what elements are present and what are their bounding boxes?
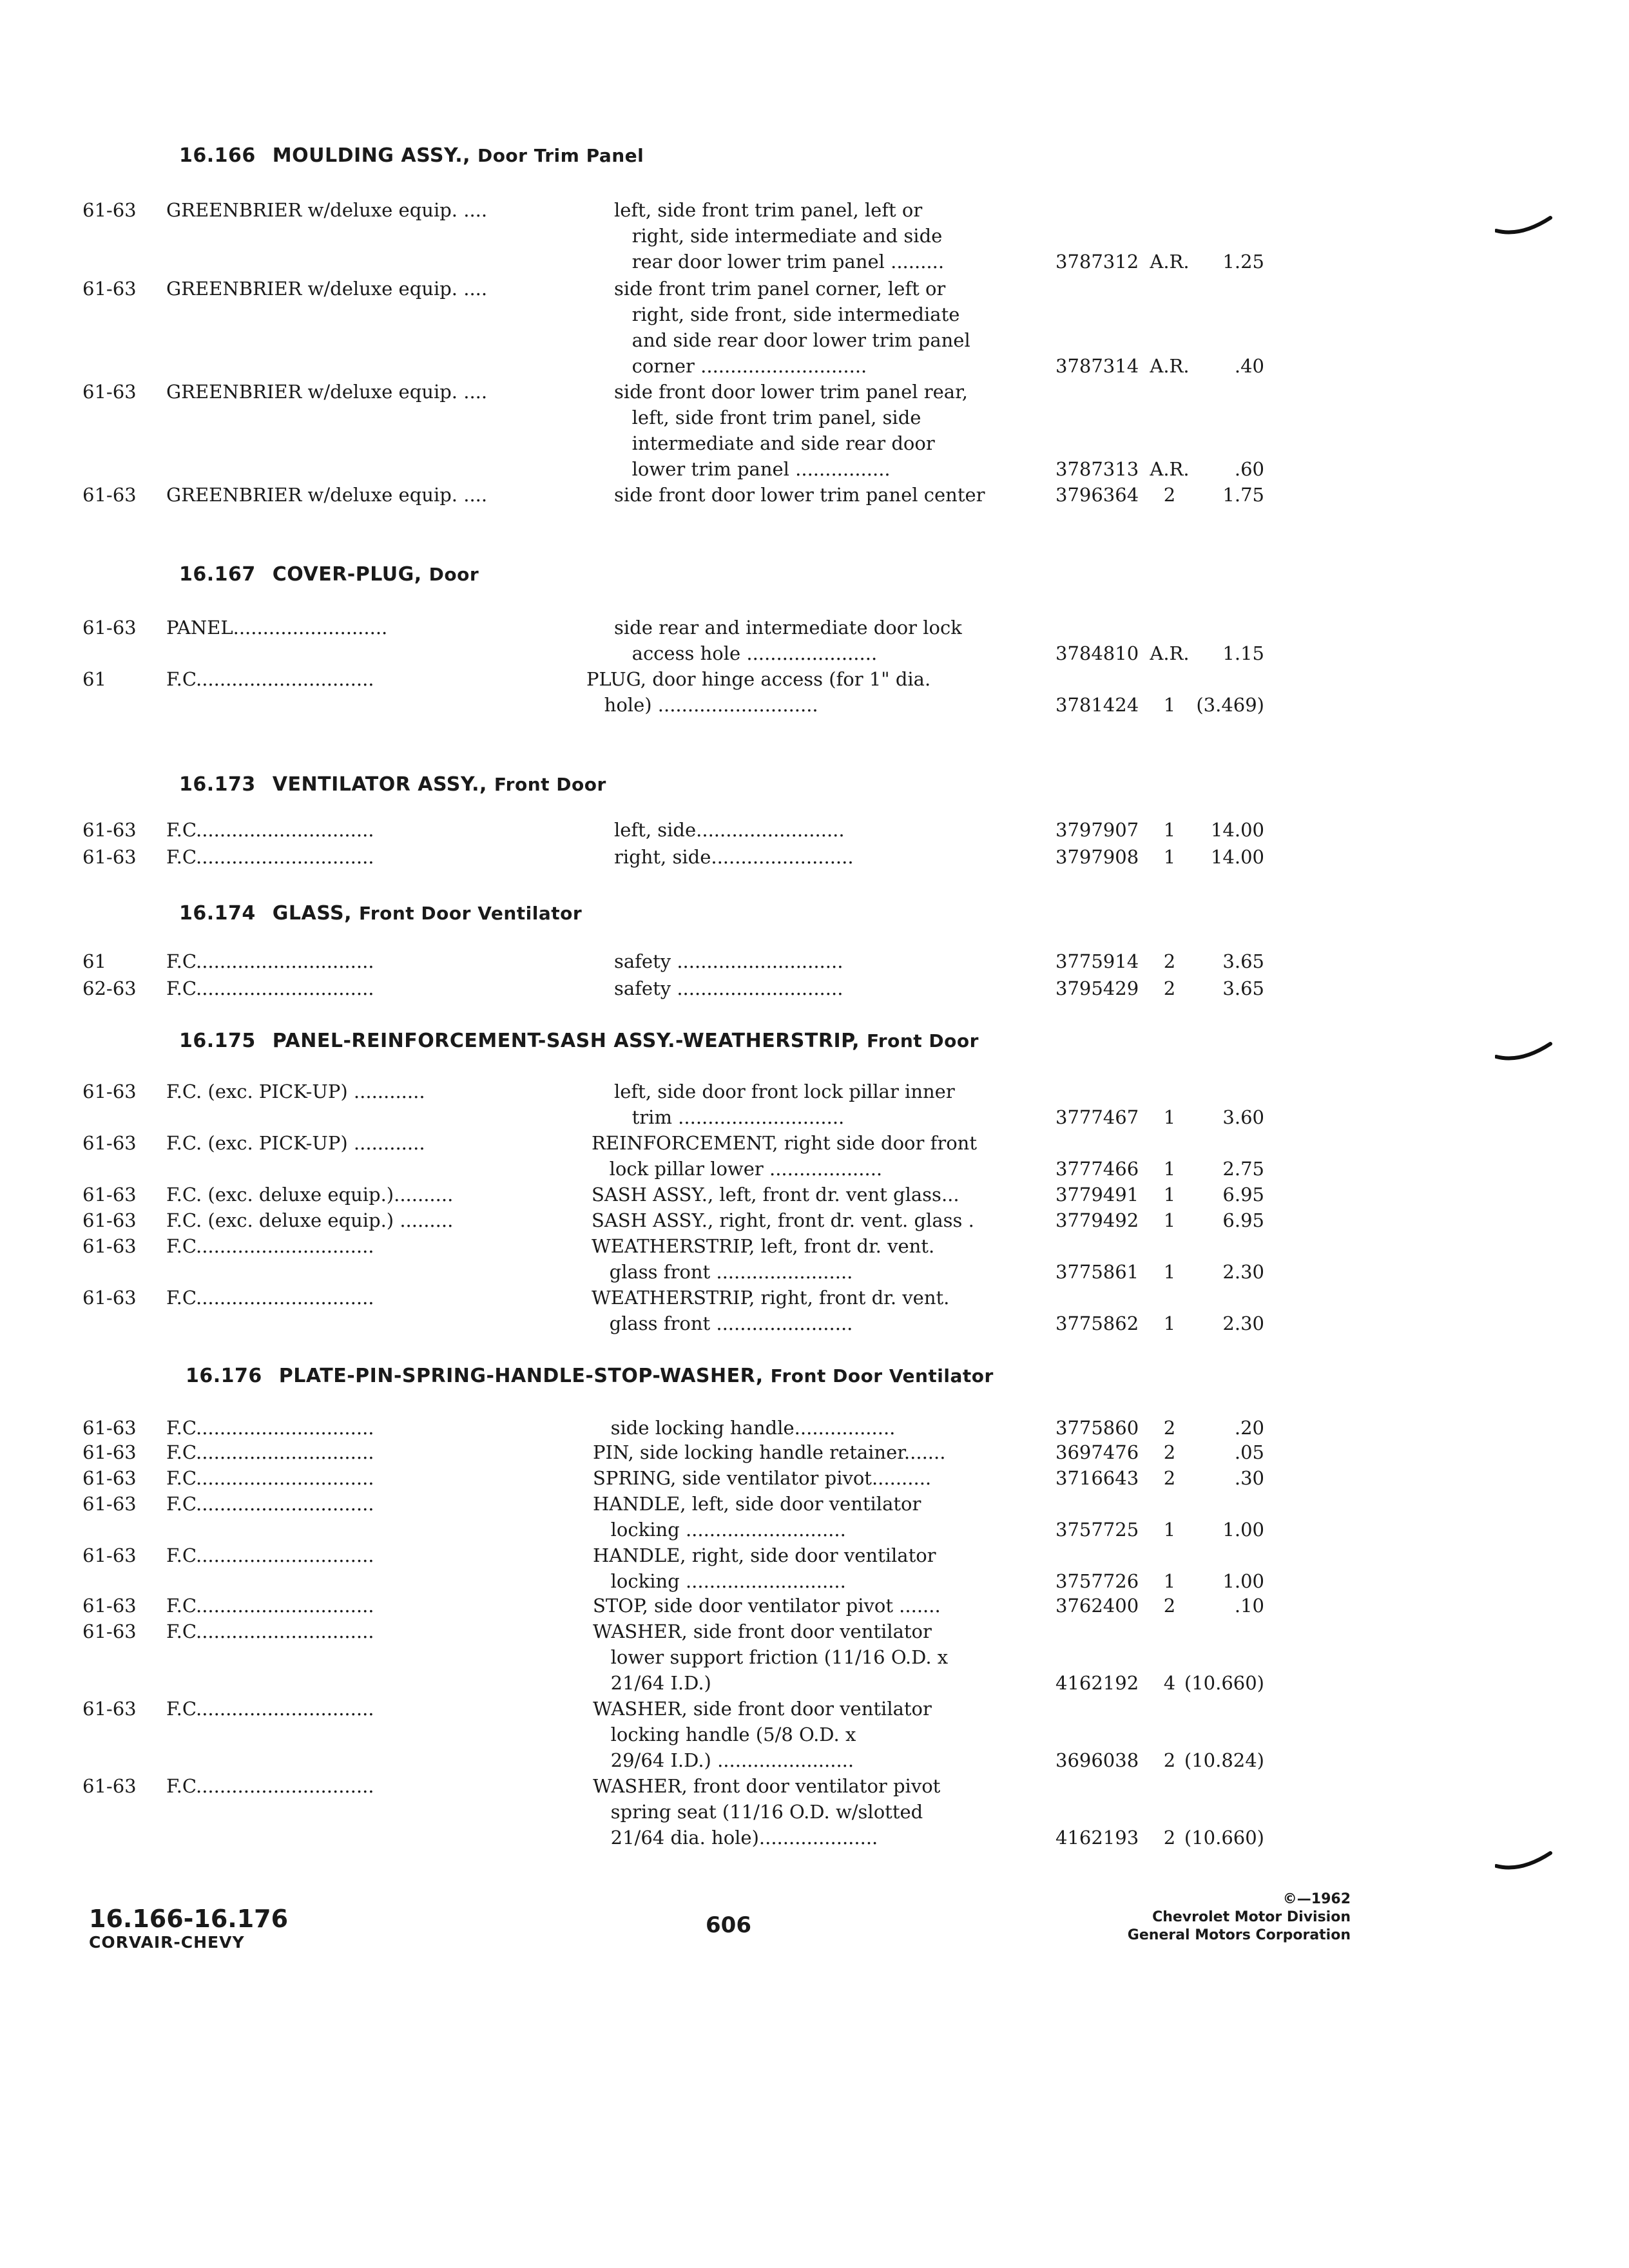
entry-years: 61-63 xyxy=(82,1441,137,1463)
part-number: 3795429 xyxy=(1055,977,1139,999)
entry-years: 61-63 xyxy=(82,1287,137,1309)
description-line: glass front ....................... xyxy=(592,1261,853,1283)
part-number: 3777467 xyxy=(1055,1106,1139,1128)
description-line: HANDLE, right, side door ventilator xyxy=(593,1544,936,1566)
section-title-main: PANEL-REINFORCEMENT-SASH ASSY.-WEATHERSTRIP, xyxy=(272,1030,860,1052)
entry-description xyxy=(614,948,1052,974)
section-title xyxy=(186,1365,994,1387)
entry-years: 61-63 xyxy=(82,1775,137,1797)
part-number: 3784810 xyxy=(1055,642,1139,664)
quantity: 4 xyxy=(1163,1672,1176,1694)
price: (3.469) xyxy=(1196,694,1264,716)
description-line: 29/64 I.D.) ....................... xyxy=(593,1749,854,1771)
entry-description xyxy=(614,615,1052,666)
part-number: 3757725 xyxy=(1055,1519,1139,1541)
quantity: 1 xyxy=(1163,1106,1176,1128)
entry-model: F.C.............................. xyxy=(166,846,374,868)
price: 3.65 xyxy=(1222,950,1264,972)
publisher-line-1: Chevrolet Motor Division xyxy=(1152,1909,1351,1925)
entry-years: 61-63 xyxy=(82,1698,137,1720)
entry-years: 61-63 xyxy=(82,819,137,841)
entry-model: GREENBRIER w/deluxe equip. .... xyxy=(166,484,488,506)
section-title-sub: Door Trim Panel xyxy=(477,145,644,166)
entry-years: 61-63 xyxy=(82,1132,137,1154)
price: 2.75 xyxy=(1222,1158,1264,1180)
part-number: 3787314 xyxy=(1055,355,1139,377)
part-number: 3696038 xyxy=(1055,1749,1139,1771)
description-line: lock pillar lower ................... xyxy=(592,1158,883,1180)
part-number: 3781424 xyxy=(1055,694,1139,716)
entry-model: GREENBRIER w/deluxe equip. .... xyxy=(166,381,488,403)
part-number: 3777466 xyxy=(1055,1158,1139,1180)
entry-years: 61-63 xyxy=(82,1081,137,1102)
quantity: A.R. xyxy=(1150,251,1190,273)
entry-model: F.C.............................. xyxy=(166,1467,374,1489)
quantity: 1 xyxy=(1163,846,1176,868)
price: 3.60 xyxy=(1222,1106,1264,1128)
description-line: 21/64 dia. hole).................... xyxy=(593,1827,878,1849)
section-title xyxy=(179,773,606,796)
entry-years: 61-63 xyxy=(82,278,137,300)
publisher-line-2: General Motors Corporation xyxy=(1127,1927,1351,1943)
price: (10.660) xyxy=(1184,1672,1264,1694)
section-title-main: MOULDING ASSY., xyxy=(272,144,470,167)
price: .05 xyxy=(1234,1441,1264,1463)
footer-right xyxy=(1128,1890,1351,1945)
section-title-sub: Front Door xyxy=(494,774,606,795)
entry-model: GREENBRIER w/deluxe equip. .... xyxy=(166,278,488,300)
part-number: 3775914 xyxy=(1055,950,1139,972)
quantity: 2 xyxy=(1163,1749,1176,1771)
entry-description xyxy=(614,276,1052,379)
section-title-sub: Front Door Ventilator xyxy=(358,903,583,924)
entry-description xyxy=(592,1207,1030,1233)
description-line: right, side intermediate and side xyxy=(614,225,943,247)
description-line: right, side........................ xyxy=(614,846,854,868)
part-number: 3716643 xyxy=(1055,1467,1139,1489)
entry-description xyxy=(614,379,1052,482)
entry-model: F.C.............................. xyxy=(166,819,374,841)
binder-mark xyxy=(1495,213,1553,238)
entry-model: PANEL.......................... xyxy=(166,617,388,639)
entry-model: F.C.............................. xyxy=(166,1287,374,1309)
entry-years: 61-63 xyxy=(82,1184,137,1206)
description-line: safety ............................ xyxy=(614,950,843,972)
entry-description xyxy=(593,1465,1031,1491)
price: 1.00 xyxy=(1222,1519,1264,1541)
part-number: 3775862 xyxy=(1055,1312,1139,1334)
description-line: side front trim panel corner, left or xyxy=(614,278,946,300)
quantity: 1 xyxy=(1163,1184,1176,1206)
quantity: 1 xyxy=(1163,1519,1176,1541)
section-title xyxy=(179,144,644,167)
entry-model: F.C.............................. xyxy=(166,1698,374,1720)
entry-description xyxy=(614,197,1052,274)
entry-years: 61-63 xyxy=(82,381,137,403)
entry-years: 61-63 xyxy=(82,1595,137,1617)
binder-mark xyxy=(1495,1848,1553,1874)
copyright: ©—1962 xyxy=(1282,1891,1351,1907)
description-line: SPRING, side ventilator pivot.......... xyxy=(593,1467,932,1489)
description-line: lower trim panel ................ xyxy=(614,458,891,480)
entry-years: 61-63 xyxy=(82,1493,137,1515)
entry-model: F.C.............................. xyxy=(166,950,374,972)
entry-model: F.C.............................. xyxy=(166,1441,374,1463)
section-title-main: PLATE-PIN-SPRING-HANDLE-STOP-WASHER, xyxy=(278,1365,764,1387)
entry-model: F.C.............................. xyxy=(166,1620,374,1642)
quantity: A.R. xyxy=(1150,458,1190,480)
entry-model: F.C.............................. xyxy=(166,1417,374,1439)
description-line: WASHER, side front door ventilator xyxy=(593,1698,932,1720)
description-line: left, side door front lock pillar inner xyxy=(614,1081,955,1102)
entry-years: 62-63 xyxy=(82,977,137,999)
footer-left xyxy=(89,1905,288,1952)
part-number: 3762400 xyxy=(1055,1595,1139,1617)
entry-years: 61-63 xyxy=(82,1235,137,1257)
description-line: locking ........................... xyxy=(593,1519,846,1541)
quantity: 2 xyxy=(1163,1467,1176,1489)
part-number: 3775861 xyxy=(1055,1261,1139,1283)
part-number: 3787313 xyxy=(1055,458,1139,480)
description-line: access hole ...................... xyxy=(614,642,878,664)
description-line: intermediate and side rear door xyxy=(614,432,935,454)
quantity: 2 xyxy=(1163,1417,1176,1439)
entry-description xyxy=(614,844,1052,870)
quantity: 2 xyxy=(1163,977,1176,999)
price: 3.65 xyxy=(1222,977,1264,999)
section-title-main: VENTILATOR ASSY., xyxy=(272,773,487,796)
entry-description xyxy=(614,482,1052,508)
price: 14.00 xyxy=(1210,819,1264,841)
description-line: WASHER, side front door ventilator xyxy=(593,1620,932,1642)
description-line: side locking handle................. xyxy=(593,1417,896,1439)
description-line: and side rear door lower trim panel xyxy=(614,329,970,351)
section-number: 16.167 xyxy=(179,563,256,586)
entry-years: 61-63 xyxy=(82,617,137,639)
entry-years: 61-63 xyxy=(82,199,137,221)
price: (10.660) xyxy=(1184,1827,1264,1849)
entry-description xyxy=(592,1182,1030,1207)
entry-years: 61-63 xyxy=(82,846,137,868)
entry-description xyxy=(593,1415,1031,1441)
entry-model: F.C.............................. xyxy=(166,1595,374,1617)
section-title-sub: Front Door xyxy=(866,1030,979,1052)
entry-model: F.C. (exc. PICK-UP) ............ xyxy=(166,1081,425,1102)
quantity: 1 xyxy=(1163,1570,1176,1592)
entry-description xyxy=(593,1491,1031,1542)
binder-mark xyxy=(1495,1039,1553,1064)
price: 14.00 xyxy=(1210,846,1264,868)
description-line: spring seat (11/16 O.D. w/slotted xyxy=(593,1801,923,1823)
quantity: 2 xyxy=(1163,1441,1176,1463)
section-title-main: COVER-PLUG, xyxy=(272,563,422,586)
section-number: 16.176 xyxy=(186,1365,262,1387)
quantity: 2 xyxy=(1163,484,1176,506)
description-line: WASHER, front door ventilator pivot xyxy=(593,1775,941,1797)
price: .10 xyxy=(1234,1595,1264,1617)
description-line: right, side front, side intermediate xyxy=(614,303,960,325)
entry-description xyxy=(593,1439,1031,1465)
price: 2.30 xyxy=(1222,1261,1264,1283)
entry-description xyxy=(614,817,1052,843)
price: 6.95 xyxy=(1222,1184,1264,1206)
price: 1.15 xyxy=(1222,642,1264,664)
footer-vehicle: CORVAIR-CHEVY xyxy=(89,1933,245,1952)
description-line: SASH ASSY., left, front dr. vent glass... xyxy=(592,1184,959,1206)
description-line: glass front ....................... xyxy=(592,1312,853,1334)
description-line: WEATHERSTRIP, right, front dr. vent. xyxy=(592,1287,950,1309)
part-number: 3697476 xyxy=(1055,1441,1139,1463)
section-number: 16.174 xyxy=(179,902,256,925)
description-line: locking ........................... xyxy=(593,1570,846,1592)
entry-description xyxy=(614,975,1052,1001)
entry-description xyxy=(614,1079,1052,1130)
quantity: 2 xyxy=(1163,1827,1176,1849)
entry-description xyxy=(593,1542,1031,1594)
description-line: left, side......................... xyxy=(614,819,845,841)
section-title-main: GLASS, xyxy=(272,902,352,925)
description-line: PIN, side locking handle retainer....... xyxy=(593,1441,946,1463)
page-number: 606 xyxy=(706,1912,751,1938)
section-title xyxy=(179,563,479,586)
price: 2.30 xyxy=(1222,1312,1264,1334)
description-line: left, side front trim panel, side xyxy=(614,407,921,428)
description-line: side front door lower trim panel center xyxy=(614,484,985,506)
quantity: 2 xyxy=(1163,1595,1176,1617)
quantity: 1 xyxy=(1163,694,1176,716)
part-number: 3775860 xyxy=(1055,1417,1139,1439)
description-line: HANDLE, left, side door ventilator xyxy=(593,1493,921,1515)
section-number: 16.175 xyxy=(179,1030,256,1052)
entry-years: 61-63 xyxy=(82,1467,137,1489)
part-number: 3796364 xyxy=(1055,484,1139,506)
entry-years: 61-63 xyxy=(82,1544,137,1566)
part-number: 3797907 xyxy=(1055,819,1139,841)
entry-description xyxy=(586,666,1025,718)
description-line: corner ............................ xyxy=(614,355,867,377)
description-line: trim ............................ xyxy=(614,1106,845,1128)
entry-model: F.C.............................. xyxy=(166,1235,374,1257)
quantity: 1 xyxy=(1163,1158,1176,1180)
entry-years: 61-63 xyxy=(82,1209,137,1231)
description-line: hole) ........................... xyxy=(586,694,818,716)
price: .30 xyxy=(1234,1467,1264,1489)
entry-description xyxy=(593,1619,1031,1696)
price: 1.00 xyxy=(1222,1570,1264,1592)
quantity: 1 xyxy=(1163,819,1176,841)
description-line: SASH ASSY., right, front dr. vent. glass . xyxy=(592,1209,974,1231)
price: .60 xyxy=(1234,458,1264,480)
description-line: REINFORCEMENT, right side door front xyxy=(592,1132,977,1154)
section-title xyxy=(179,902,582,925)
description-line: left, side front trim panel, left or xyxy=(614,199,923,221)
section-number: 16.173 xyxy=(179,773,256,796)
description-line: side front door lower trim panel rear, xyxy=(614,381,968,403)
entry-description xyxy=(593,1696,1031,1773)
description-line: lower support friction (11/16 O.D. x xyxy=(593,1646,949,1668)
entry-description xyxy=(593,1773,1031,1850)
price: 6.95 xyxy=(1222,1209,1264,1231)
description-line: PLUG, door hinge access (for 1" dia. xyxy=(586,668,931,690)
entry-description xyxy=(592,1285,1030,1336)
part-number: 4162192 xyxy=(1055,1672,1139,1694)
description-line: safety ............................ xyxy=(614,977,843,999)
entry-model: F.C. (exc. PICK-UP) ............ xyxy=(166,1132,425,1154)
price: (10.824) xyxy=(1184,1749,1264,1771)
part-number: 4162193 xyxy=(1055,1827,1139,1849)
price: 1.75 xyxy=(1222,484,1264,506)
part-number: 3779491 xyxy=(1055,1184,1139,1206)
price: .20 xyxy=(1234,1417,1264,1439)
entry-model: F.C. (exc. deluxe equip.) ......... xyxy=(166,1209,454,1231)
part-number: 3797908 xyxy=(1055,846,1139,868)
footer-section-range: 16.166-16.176 xyxy=(89,1905,289,1933)
description-line: side rear and intermediate door lock xyxy=(614,617,962,639)
part-number: 3779492 xyxy=(1055,1209,1139,1231)
entry-years: 61 xyxy=(82,950,106,972)
part-number: 3757726 xyxy=(1055,1570,1139,1592)
entry-model: F.C.............................. xyxy=(166,668,374,690)
description-line: STOP, side door ventilator pivot ....... xyxy=(593,1595,941,1617)
entry-description xyxy=(593,1593,1031,1619)
entry-years: 61-63 xyxy=(82,484,137,506)
description-line: 21/64 I.D.) xyxy=(593,1672,711,1694)
part-number: 3787312 xyxy=(1055,251,1139,273)
entry-description xyxy=(592,1130,1030,1182)
section-number: 16.166 xyxy=(179,144,256,167)
section-title-sub: Front Door Ventilator xyxy=(770,1365,994,1387)
description-line: rear door lower trim panel ......... xyxy=(614,251,945,273)
quantity: 1 xyxy=(1163,1209,1176,1231)
entry-model: F.C.............................. xyxy=(166,1775,374,1797)
quantity: A.R. xyxy=(1150,642,1190,664)
entry-years: 61-63 xyxy=(82,1620,137,1642)
entry-years: 61-63 xyxy=(82,1417,137,1439)
entry-years: 61 xyxy=(82,668,106,690)
section-title-sub: Door xyxy=(429,564,479,585)
description-line: locking handle (5/8 O.D. x xyxy=(593,1724,856,1745)
entry-description xyxy=(592,1233,1030,1285)
price: .40 xyxy=(1234,355,1264,377)
entry-model: F.C. (exc. deluxe equip.).......... xyxy=(166,1184,454,1206)
price: 1.25 xyxy=(1222,251,1264,273)
entry-model: F.C.............................. xyxy=(166,1493,374,1515)
quantity: 2 xyxy=(1163,950,1176,972)
quantity: 1 xyxy=(1163,1312,1176,1334)
entry-model: GREENBRIER w/deluxe equip. .... xyxy=(166,199,488,221)
section-title xyxy=(179,1030,979,1052)
quantity: 1 xyxy=(1163,1261,1176,1283)
description-line: WEATHERSTRIP, left, front dr. vent. xyxy=(592,1235,935,1257)
entry-model: F.C.............................. xyxy=(166,977,374,999)
entry-model: F.C.............................. xyxy=(166,1544,374,1566)
quantity: A.R. xyxy=(1150,355,1190,377)
